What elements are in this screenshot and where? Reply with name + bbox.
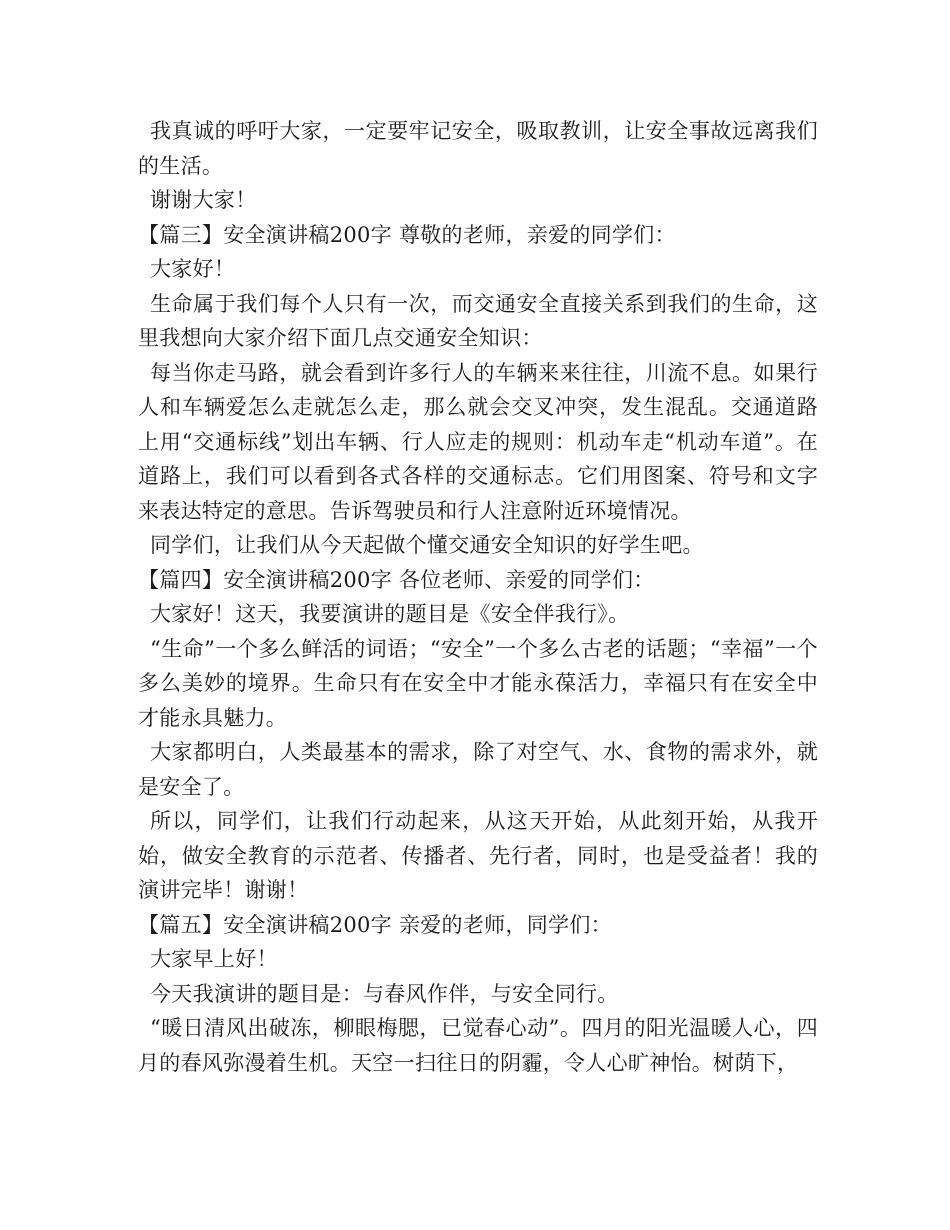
document-page	[138, 114, 818, 1080]
section-heading-part-five: 【篇五】安全演讲稿200字 亲爱的老师，同学们：	[138, 912, 612, 937]
paragraph-good-morning: 大家早上好！	[150, 947, 278, 971]
paragraph-speech-title: 大家好！这天，我要演讲的题目是《安全伴我行》。	[150, 602, 630, 626]
paragraph-life-once: 生命属于我们每个人只有一次，而交通安全直接关系到我们的生命，这里我想向大家介绍下面几点交通安全知识：	[138, 291, 818, 350]
paragraph-good-student: 同学们，让我们从今天起做个懂交通安全知识的好学生吧。	[150, 533, 704, 557]
paragraph-topic: 今天我演讲的题目是：与春风作伴，与安全同行。	[150, 981, 619, 1006]
paragraph-thanks: 谢谢大家！	[150, 188, 257, 212]
paragraph-appeal: 我真诚的呼吁大家，一定要牢记安全，吸取教训，让安全事故远离我们的生活。	[138, 119, 818, 178]
paragraph-basic-needs: 大家都明白，人类最基本的需求，除了对空气、水、食物的需求外，就是安全了。	[138, 740, 818, 799]
paragraph-greeting: 大家好！	[150, 257, 236, 281]
paragraph-life-safety-happiness: “生命”一个多么鲜活的词语；“安全”一个多么古老的话题；“幸福”一个多么美妙的境界。生命只有在安全中才能永葆活力，幸福只有在安全中才能永具魅力。	[138, 636, 818, 730]
paragraph-call-to-action: 所以，同学们，让我们行动起来，从这天开始，从此刻开始，从我开始，做安全教育的示范者、传播者、先行者，同时，也是受益者！我的演讲完毕！谢谢！	[138, 809, 818, 902]
paragraph-traffic-rules: 每当你走马路，就会看到许多行人的车辆来来往往，川流不息。如果行人和车辆爱怎么走就怎么走，那么就会交叉冲突，发生混乱。交通道路上用“交通标线”划出车辆、行人应走的规则：机动车走“机动车道”。在道路上，我们可以看到各式各样的交通标志。它们用图案、符号和文字来表达特定的意思。告诉驾驶员和行人注意附近环境情况。	[138, 360, 818, 523]
section-heading-part-four: 【篇四】安全演讲稿200字 各位老师、亲爱的同学们：	[138, 567, 655, 592]
paragraph-spring: “暖日清风出破冻，柳眼梅腮，已觉春心动”。四月的阳光温暖人心，四月的春风弥漫着生机。天空一扫往日的阴霾，令人心旷神怡。树荫下，	[138, 1016, 818, 1075]
section-heading-part-three: 【篇三】安全演讲稿200字 尊敬的老师，亲爱的同学们：	[138, 222, 676, 247]
